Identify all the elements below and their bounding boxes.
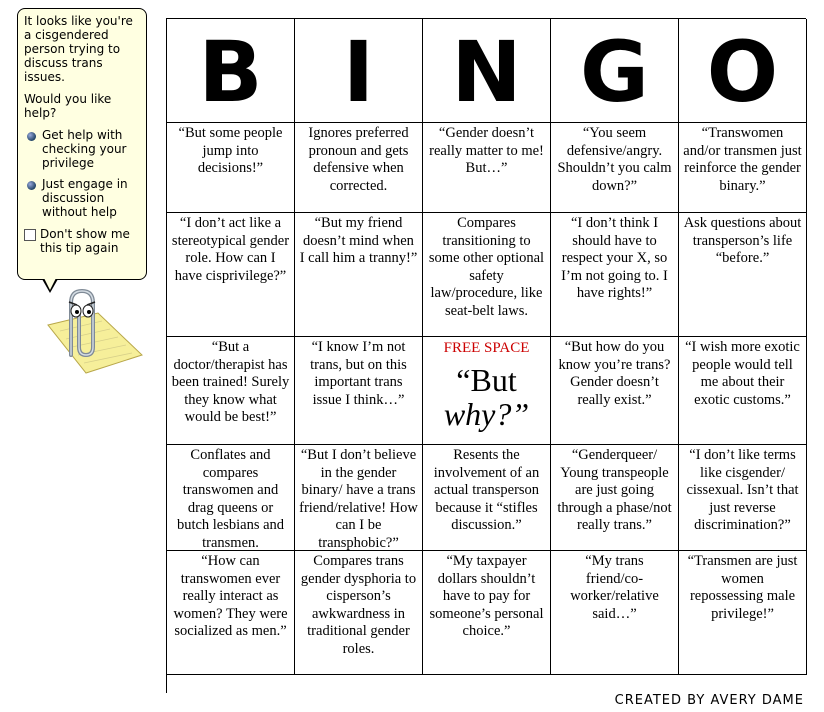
bingo-square[interactable]: “Transmen are just women repossessing male privilege!”	[679, 551, 807, 675]
bingo-square[interactable]: Compares transitioning to some other optional safety law/procedure, like seat-belt laws.	[423, 213, 551, 337]
bingo-square[interactable]: “But I don’t believe in the gender binary/ have a trans friend/relative! How can I be transphobic?”	[295, 445, 423, 551]
bingo-square[interactable]: Ignores preferred pronoun and gets defensive when corrected.	[295, 123, 423, 213]
bingo-header-letter: I	[295, 19, 423, 123]
tip-bubble	[17, 8, 147, 280]
bingo-square[interactable]: “But some people jump into decisions!”	[167, 123, 295, 213]
bingo-square[interactable]: “But a doctor/therapist has been trained! Surely they know what would be best!”	[167, 337, 295, 445]
bingo-square[interactable]: “My trans friend/co-worker/relative said…”	[551, 551, 679, 675]
bingo-square[interactable]: “You seem defensive/angry. Shouldn’t you calm down?”	[551, 123, 679, 213]
help-option-label: Get help with checking your privilege	[42, 128, 127, 170]
bingo-square[interactable]: Conflates and compares transwomen and drag queens or butch lesbians and transmen.	[167, 445, 295, 551]
bingo-square[interactable]: “Transwomen and/or transmen just reinforce the gender binary.”	[679, 123, 807, 213]
dont-show-tip-checkbox-row[interactable]	[24, 227, 140, 255]
dont-show-tip-checkbox[interactable]	[24, 229, 36, 241]
tip-question: Would you like help?	[24, 92, 112, 120]
bingo-square[interactable]: “My taxpayer dollars shouldn’t have to pay for someone’s personal choice.”	[423, 551, 551, 675]
credit-line: CREATED BY AVERY DAME	[614, 693, 804, 708]
bingo-square[interactable]: “I know I’m not trans, but on this important trans issue I think…”	[295, 337, 423, 445]
help-option-label: Just engage in discussion without help	[42, 177, 128, 219]
option-bullet-icon	[27, 181, 36, 190]
bingo-free-space[interactable]	[423, 337, 551, 445]
bingo-square[interactable]: “How can transwomen ever really interact as women? They were socialized as men.”	[167, 551, 295, 675]
bingo-square[interactable]: Compares trans gender dysphoria to cisperson’s awkwardness in traditional gender roles.	[295, 551, 423, 675]
paperclip-assistant-icon[interactable]	[38, 285, 153, 380]
bingo-header-letter: G	[551, 19, 679, 123]
free-space-label: FREE SPACE	[443, 340, 530, 356]
bingo-square[interactable]: “But how do you know you’re trans? Gender doesn’t really exist.”	[551, 337, 679, 445]
bingo-card	[166, 18, 806, 693]
free-space-line-1: “But	[456, 362, 517, 398]
bingo-square[interactable]: “I don’t like terms like cisgender/ cissexual. Isn’t that just reverse discrimination?”	[679, 445, 807, 551]
bingo-header-letter: B	[167, 19, 295, 123]
tip-intro: It looks like you're a cisgendered person trying to discuss trans issues.	[24, 14, 133, 84]
bingo-square[interactable]: “I don’t think I should have to respect your X, so I’m not going to. I have rights!”	[551, 213, 679, 337]
dont-show-tip-label: Don't show me this tip again	[40, 227, 130, 255]
bingo-header-letter: O	[679, 19, 807, 123]
help-option-check-privilege[interactable]	[24, 128, 140, 170]
bingo-square[interactable]: “I wish more exotic people would tell me about their exotic customs.”	[679, 337, 807, 445]
free-space-line-2: why?”	[443, 396, 530, 432]
bingo-square[interactable]: “Genderqueer/ Young transpeople are just going through a phase/not really trans.”	[551, 445, 679, 551]
bingo-square[interactable]: Resents the involvement of an actual transperson because it “stifles discussion.”	[423, 445, 551, 551]
bingo-square[interactable]: “I don’t act like a stereotypical gender role. How can I have cisprivilege?”	[167, 213, 295, 337]
bingo-square[interactable]: “Gender doesn’t really matter to me! But…”	[423, 123, 551, 213]
help-option-engage-discussion[interactable]	[24, 177, 140, 219]
bingo-header-letter: N	[423, 19, 551, 123]
bingo-square[interactable]: “But my friend doesn’t mind when I call him a tranny!”	[295, 213, 423, 337]
bingo-square[interactable]: Ask questions about transperson’s life “before.”	[679, 213, 807, 337]
option-bullet-icon	[27, 132, 36, 141]
